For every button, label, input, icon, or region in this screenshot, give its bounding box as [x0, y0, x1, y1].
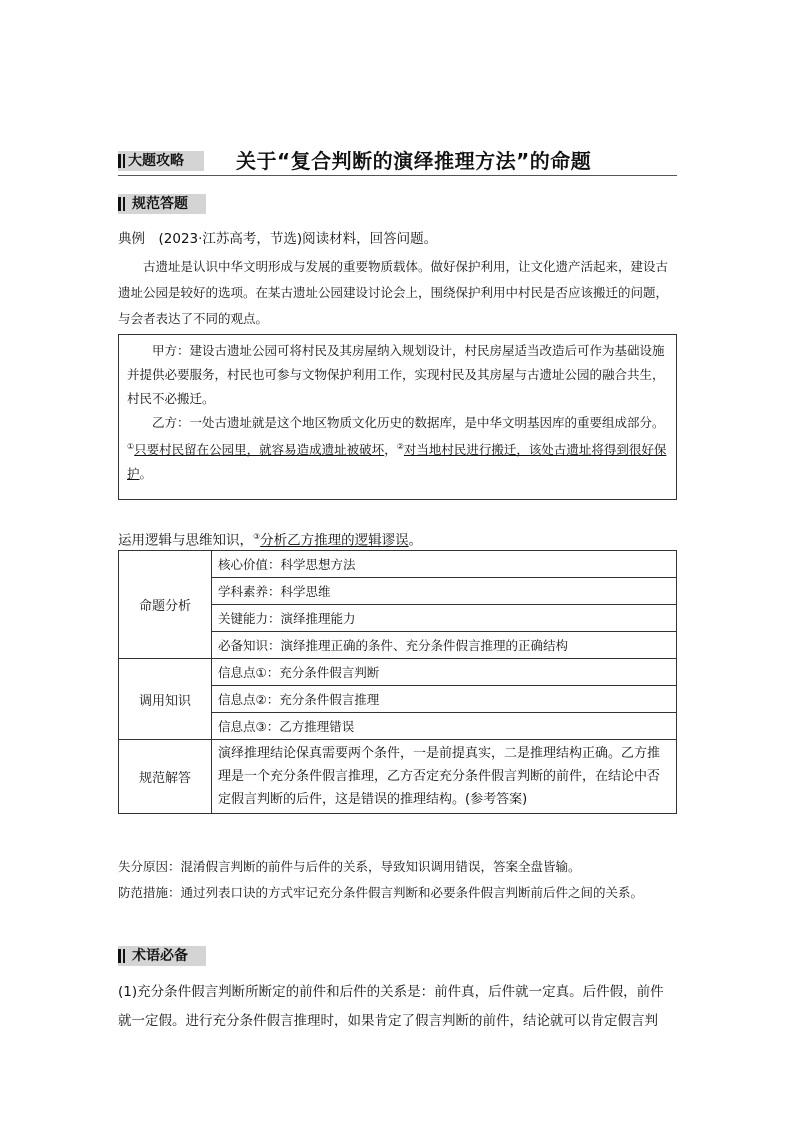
question-prefix: 运用逻辑与思维知识， — [118, 532, 253, 549]
analysis-table — [118, 550, 677, 814]
table-row — [119, 740, 677, 814]
category-cell: 命题分析 — [119, 551, 212, 659]
category-cell: 规范解答 — [119, 740, 212, 814]
title-row — [118, 143, 677, 176]
page-title: 关于“复合判断的演绎推理方法”的命题 — [236, 149, 592, 173]
cell-label: 必备知识： — [218, 638, 281, 653]
example-line: 典例 (2023·江苏高考，节选)阅读材料，回答问题。 — [118, 231, 438, 247]
yi-underline-1: 只要村民留在公园里，就容易造成遗址被破坏 — [134, 442, 385, 458]
table-cell — [212, 578, 677, 605]
cell-value: 科学思想方法 — [280, 557, 356, 572]
cell-label: 信息点①： — [218, 665, 280, 680]
answer-cell: 演绎推理结论保真需要两个条件，一是前提真实，二是推理结构正确。乙方推理是一个充分条件假言推理，乙方否定充分条件假言判断的前件，在结论中否定假言判断的后件，这是错误的推理结构。(参考答案) — [212, 740, 677, 814]
quote-box — [118, 334, 677, 500]
section-tag-terms: 术语必备 — [118, 946, 206, 966]
cell-label: 核心价值： — [218, 557, 281, 572]
cell-value: 乙方推理错误 — [279, 719, 355, 734]
yi-opinion — [127, 411, 668, 486]
yi-sep: ， — [384, 442, 397, 458]
terms-paragraph: (1)充分条件假言判断所断定的前件和后件的关系是：前件真，后件就一定真。后件假，前件就一定假。进行充分条件假言推理时，如果肯定了假言判断的前件，结论就可以肯定假言判 — [118, 984, 664, 1029]
mark-3: ③ — [253, 532, 261, 541]
cell-value: 科学思维 — [280, 584, 331, 599]
question-end: 。 — [408, 532, 423, 549]
table-cell — [212, 659, 677, 686]
cell-value: 演绎推理能力 — [280, 611, 356, 626]
table-cell — [212, 605, 677, 632]
table-cell — [212, 551, 677, 578]
cell-value: 演绎推理正确的条件、充分条件假言推理的正确结构 — [280, 638, 569, 653]
cell-value: 充分条件假言推理 — [279, 692, 380, 707]
yi-prefix: 乙方：一处古遗址就是这个地区物质文化历史的数据库，是中华文明基因库的重要组成部分。 — [152, 415, 665, 430]
mark-2: ② — [396, 442, 404, 451]
prevent-measure: 防范措施：通过列表口诀的方式牢记充分条件假言判断和必要条件假言判断前后件之间的关系。 — [118, 885, 644, 900]
table-row — [119, 659, 677, 686]
category-cell: 调用知识 — [119, 659, 212, 740]
table-row — [119, 551, 677, 578]
loss-reason: 失分原因：混淆假言判断的前件与后件的关系，导致知识调用错误，答案全盘皆输。 — [118, 859, 581, 874]
cell-label: 信息点③： — [218, 719, 280, 734]
cell-label: 学科素养： — [218, 584, 281, 599]
table-cell — [212, 686, 677, 713]
section-tag-main: 大题攻略 — [118, 151, 204, 171]
yi-end: 。 — [139, 466, 153, 482]
section-tag-answer: 规范答题 — [118, 194, 206, 214]
table-cell — [212, 632, 677, 659]
mark-1: ① — [127, 442, 135, 451]
cell-label: 关键能力： — [218, 611, 281, 626]
jia-opinion: 甲方：建设古遗址公园可将村民及其房屋纳入规划设计，村民房屋适当改造后可作为基础设施并提供必要服务，村民也可参与文物保护利用工作，实现村民及其房屋与古遗址公园的融合共生，村民不必搬迁。 — [127, 343, 665, 406]
yi-underline-2: 对当地村民进行搬迁，该处古遗址将得到很好保护 — [127, 442, 667, 482]
question-underline: 分析乙方推理的逻辑谬误 — [260, 532, 409, 549]
material-paragraph: 古遗址是认识中华文明形成与发展的重要物质载体。做好保护利用，让文化遗产活起来，建设古遗址公园是较好的选项。在某古遗址公园建设讨论会上，围绕保护利用中村民是否应该搬迁的问题，与会者表达了不同的观点。 — [118, 259, 669, 326]
cell-label: 信息点②： — [218, 692, 280, 707]
table-cell — [212, 713, 677, 740]
cell-value: 充分条件假言判断 — [279, 665, 380, 680]
